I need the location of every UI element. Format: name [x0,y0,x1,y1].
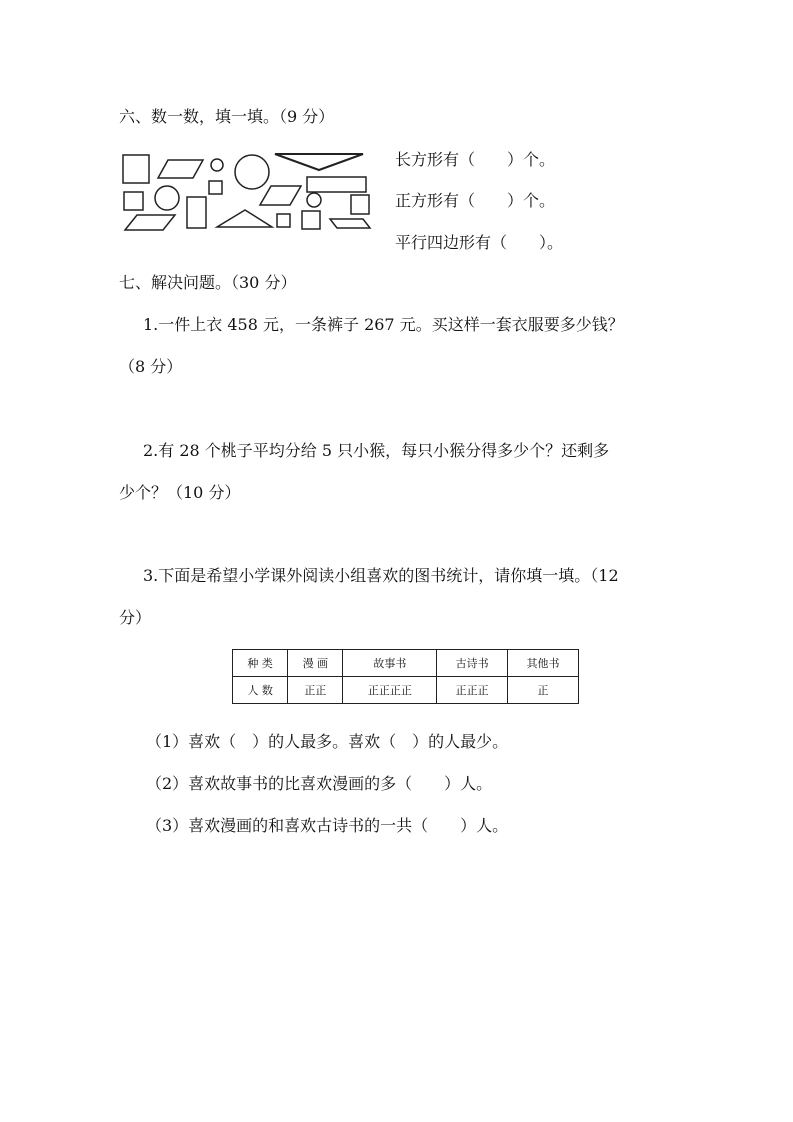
table-cell: 故事书 [343,650,437,677]
shape-rect [123,155,149,183]
problem3-cont: 分） [119,608,152,627]
shape-parallelogram [158,160,203,178]
book-stats-table [232,649,579,704]
table-cell: 正 [508,677,579,704]
sub-question-1: （1）喜欢（ ）的人最多。喜欢（ ）的人最少。 [146,732,509,751]
q-rectangles: 长方形有（ ）个。 [395,150,556,169]
problem1: 1.一件上衣 458 元，一条裤子 267 元。买这样一套衣服要多少钱？ [143,315,624,334]
shape-parallelogram [330,219,370,228]
table-cell: 正正正正 [343,677,437,704]
shape-circle [211,159,223,171]
shape-square [209,181,222,194]
shape-circle [307,193,321,207]
shape-parallelogram [260,186,301,205]
shape-square [302,211,320,229]
problem2-cont: 少个？（10 分） [119,483,241,502]
shape-parallelogram [125,215,175,230]
table-cell: 古诗书 [437,650,508,677]
sub-question-3: （3）喜欢漫画的和喜欢古诗书的一共（ ）人。 [146,816,509,835]
problem2: 2.有 28 个桃子平均分给 5 只小猴，每只小猴分得多少个？还剩多 [143,441,610,460]
table-row [233,677,579,704]
shape-rect [307,177,366,192]
section6-title: 六、数一数，填一填。（9 分） [119,107,335,126]
table-cell: 漫 画 [288,650,343,677]
section7-title: 七、解决问题。（30 分） [119,273,297,292]
problem1-score: （8 分） [119,357,183,376]
table-header-row [233,650,579,677]
problem3: 3.下面是希望小学课外阅读小组喜欢的图书统计，请你填一填。（12 [143,566,619,585]
table-cell: 正正正 [437,677,508,704]
table-cell: 人 数 [233,677,288,704]
shape-rect [187,197,206,228]
q-squares: 正方形有（ ）个。 [395,191,556,210]
shape-square [351,195,369,214]
sub-question-2: （2）喜欢故事书的比喜欢漫画的多（ ）人。 [146,774,493,793]
shape-triangle [275,154,363,170]
shape-triangle [217,210,272,227]
q-parallelograms: 平行四边形有（ ）。 [395,233,564,252]
table-cell: 种 类 [233,650,288,677]
table-cell: 正正 [288,677,343,704]
shape-square [124,192,143,210]
shapes-figure [0,0,400,240]
shape-circle [235,155,269,189]
shape-square [277,214,290,227]
table-cell: 其他书 [508,650,579,677]
shape-circle [155,186,179,210]
